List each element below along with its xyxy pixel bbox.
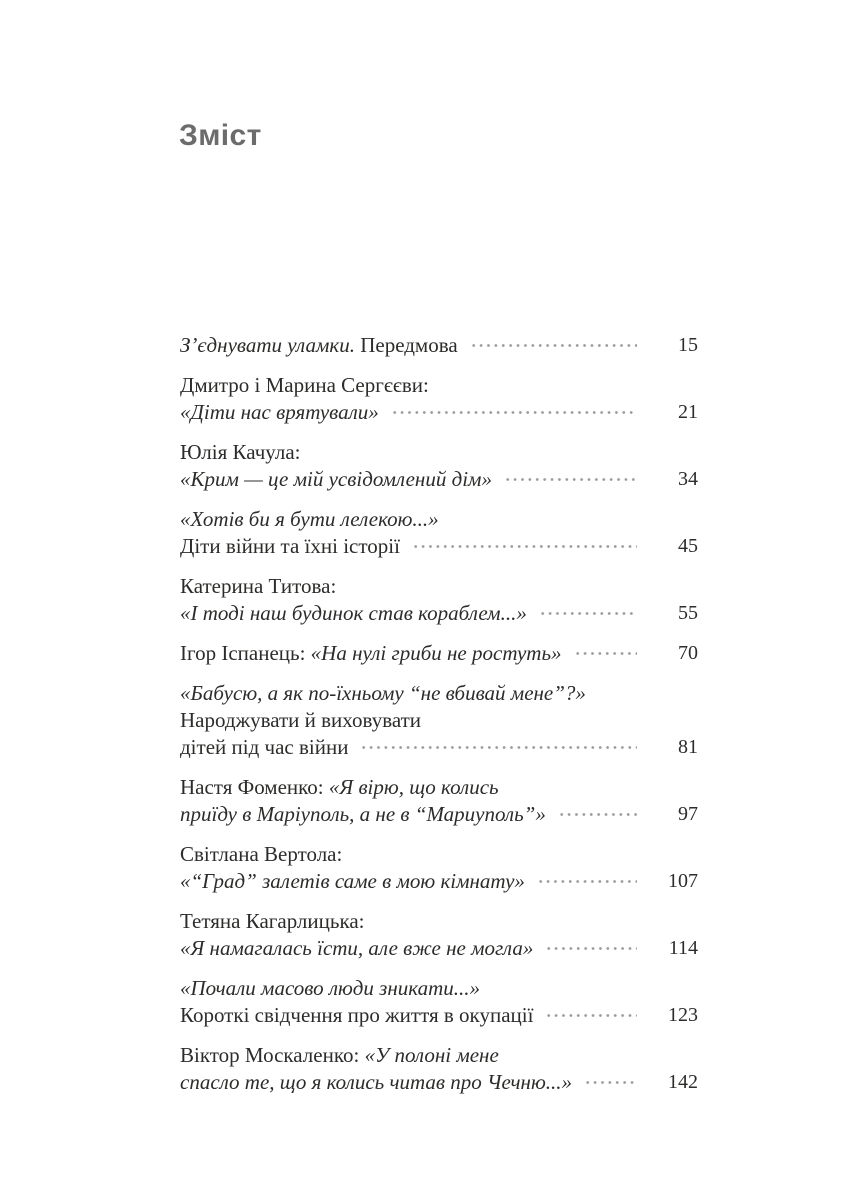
- toc-text: [180, 399, 379, 426]
- page-number: 107: [668, 870, 698, 892]
- page-number: 81: [678, 736, 698, 758]
- dot-leader: [391, 399, 637, 426]
- toc-segment: Народжувати й виховувати: [180, 708, 422, 732]
- toc-segment: Короткі свідчення про життя в окупації: [180, 1003, 534, 1027]
- toc-line: [180, 372, 698, 399]
- toc-segment: Ігор Іспанець:: [180, 641, 311, 665]
- table-of-contents: [180, 332, 698, 1109]
- toc-entry: [180, 640, 698, 667]
- toc-text: [180, 801, 546, 828]
- toc-text: [180, 868, 525, 895]
- dot-leader: [504, 466, 637, 493]
- toc-segment: «І тоді наш будинок став кораблем...»: [180, 601, 527, 625]
- dot-leader: [545, 935, 637, 962]
- toc-entry: [180, 680, 698, 761]
- toc-segment: приїду в Маріуполь, а не в “Мариуполь”»: [180, 802, 546, 826]
- toc-segment: Передмова: [354, 333, 458, 357]
- toc-segment: Віктор Москаленко:: [180, 1043, 365, 1067]
- toc-line: [180, 908, 698, 935]
- toc-segment: «Я вірю, що колись: [328, 775, 499, 799]
- page-number: 70: [678, 642, 698, 664]
- toc-segment: «Я намагалась їсти, але вже не могла»: [180, 936, 534, 960]
- toc-line: [180, 1002, 698, 1029]
- toc-line: [180, 1069, 698, 1096]
- dot-leader: [360, 734, 637, 761]
- toc-entry: [180, 975, 698, 1029]
- toc-segment: Катерина Титова:: [180, 574, 337, 598]
- toc-segment: дітей під час війни: [180, 735, 349, 759]
- toc-line: [180, 707, 698, 734]
- toc-line: [180, 734, 698, 761]
- toc-segment: Настя Фоменко:: [180, 775, 329, 799]
- toc-line: [180, 439, 698, 466]
- toc-entry: [180, 332, 698, 359]
- toc-line: [180, 935, 698, 962]
- toc-entry: [180, 1042, 698, 1096]
- toc-text: [180, 600, 527, 627]
- dot-leader: [545, 1002, 637, 1029]
- toc-segment: Юлія Качула:: [180, 440, 301, 464]
- toc-segment: «“Град” залетів саме в мою кімнату»: [180, 869, 525, 893]
- toc-text: [180, 533, 400, 560]
- page-number: 97: [678, 803, 698, 825]
- toc-entry: [180, 439, 698, 493]
- toc-segment: «Крим — це мій усвідомлений дім»: [180, 467, 492, 491]
- toc-text: [180, 640, 562, 667]
- toc-entry: [180, 841, 698, 895]
- toc-line: [180, 466, 698, 493]
- toc-line: [180, 533, 698, 560]
- page-number: 142: [668, 1071, 698, 1093]
- toc-line: [180, 332, 698, 359]
- page-number: 21: [678, 401, 698, 423]
- toc-segment: «Бабусю, а як по-їхньому “не вбивай мене”?»: [180, 681, 586, 705]
- toc-segment: «Діти нас врятували»: [180, 400, 379, 424]
- dot-leader: [584, 1069, 637, 1096]
- toc-segment: З’єднувати уламки.: [180, 333, 355, 357]
- page-number: 45: [678, 535, 698, 557]
- toc-segment: спасло те, що я колись читав про Чечню...»: [180, 1070, 573, 1094]
- toc-text: [180, 332, 458, 359]
- dot-leader: [537, 868, 637, 895]
- page-number: 34: [678, 468, 698, 490]
- toc-entry: [180, 506, 698, 560]
- page-number: 114: [668, 937, 698, 959]
- toc-line: [180, 600, 698, 627]
- toc-line: [180, 841, 698, 868]
- dot-leader: [574, 640, 637, 667]
- toc-segment: «На нулі гриби не ростуть»: [310, 641, 562, 665]
- toc-entry: [180, 573, 698, 627]
- toc-line: [180, 506, 698, 533]
- dot-leader: [412, 533, 637, 560]
- toc-text: [180, 734, 348, 761]
- toc-line: [180, 868, 698, 895]
- toc-line: [180, 640, 698, 667]
- page-title: Зміст: [179, 119, 262, 153]
- toc-line: [180, 573, 698, 600]
- toc-segment: «Почали масово люди зникати...»: [180, 976, 480, 1000]
- page-number: 55: [678, 602, 698, 624]
- toc-segment: Світлана Вертола:: [180, 842, 343, 866]
- dot-leader: [470, 332, 637, 359]
- toc-text: [180, 935, 533, 962]
- toc-line: [180, 1042, 698, 1069]
- toc-text: [180, 1002, 533, 1029]
- toc-segment: «У полоні мене: [364, 1043, 499, 1067]
- page-number: 15: [678, 334, 698, 356]
- dot-leader: [558, 801, 637, 828]
- toc-segment: «Хотів би я бути лелекою...»: [180, 507, 439, 531]
- toc-line: [180, 975, 698, 1002]
- toc-entry: [180, 774, 698, 828]
- dot-leader: [539, 600, 637, 627]
- toc-line: [180, 399, 698, 426]
- toc-segment: Тетяна Кагарлицька:: [180, 909, 365, 933]
- page-number: 123: [668, 1004, 698, 1026]
- toc-text: [180, 466, 492, 493]
- toc-text: [180, 1069, 572, 1096]
- toc-segment: Дмитро і Марина Сергєєви:: [180, 373, 429, 397]
- toc-entry: [180, 372, 698, 426]
- toc-line: [180, 774, 698, 801]
- toc-entry: [180, 908, 698, 962]
- toc-line: [180, 680, 698, 707]
- toc-line: [180, 801, 698, 828]
- toc-segment: Діти війни та їхні історії: [180, 534, 400, 558]
